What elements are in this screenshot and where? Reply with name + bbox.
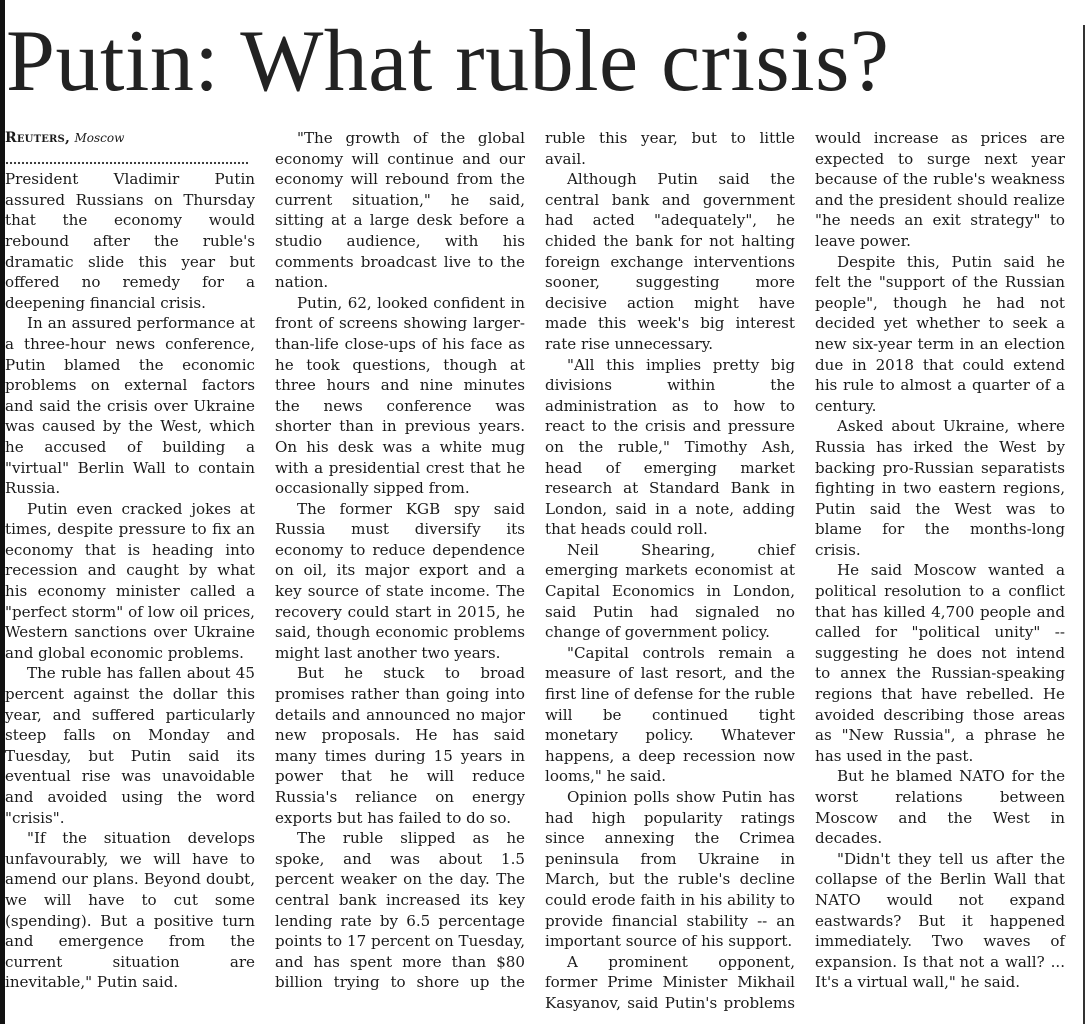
paragraph: "Didn't they tell us after the collapse of the Berlin Wall that NATO would not expand eastwards? But it happened immediately. Two waves of expansion. Is that not a wall? ... It's a virtual wall," he said. xyxy=(815,849,1065,992)
byline-location: Moscow xyxy=(74,131,125,145)
paragraph: "Capital controls remain a measure of last resort, and the first line of defense for the ruble will be continued tight monetary policy. Whatever happens, a deep recession now looms," he said. xyxy=(545,643,795,786)
paragraph: But he blamed NATO for the worst relations between Moscow and the West in decades. xyxy=(815,767,1065,848)
dotted-separator xyxy=(5,149,248,170)
paragraph: "All this implies pretty big divisions within the administration as to how to react to the crisis and pressure on the ruble," Timothy Ash, head of emerging market research at Standard Bank in London, said in a note, adding that heads could roll. xyxy=(545,355,795,539)
paragraph: The ruble slipped as he spoke, and was about 1.5 percent weaker on the day. The central bank increased its key lending rate by 6.5 percentage points to 17 percent on Tuesday, and has spent more than $80 billion trying to shore up the ruble this year, but to little avail. xyxy=(275,129,795,992)
paragraph: The ruble has fallen about 45 percent against the dollar this year, and suffered particularly steep falls on Monday and Tuesday, but Putin said its eventual rise was unavoidable and avoided using the word "crisis". xyxy=(5,664,255,827)
paragraph: Despite this, Putin said he felt the "support of the Russian people", though he had not decided yet whether to seek a new six-year term in an election due in 2018 that could extend his rule to almost a quarter of a century. xyxy=(815,252,1065,415)
paragraph: A prominent opponent, former Prime Minister Mikhail Kasyanov, said Putin's problems would increase as prices are expected to surge next year because of the ruble's weakness and the president should realize "he needs an exit strategy" to leave power. xyxy=(545,129,1065,1012)
paragraph: Putin, 62, looked confident in front of screens showing larger-than-life close-ups of his face as he took questions, though at three hours and nine minutes the news conference was shorter than in previous years. On his desk was a white mug with a presidential crest that he occasionally sipped from. xyxy=(275,293,525,498)
paragraph: In an assured performance at a three-hour news conference, Putin blamed the economic problems on external factors and said the crisis over Ukraine was caused by the West, which he accused of building a "virtual" Berlin Wall to contain Russia. xyxy=(5,314,255,498)
headline: Putin: What ruble crisis? xyxy=(6,13,890,110)
paragraph: The former KGB spy said Russia must diversify its economy to reduce dependence on oil, its major export and a key source of state income. The recovery could start in 2015, he said, though economic problems might last another two years. xyxy=(275,499,525,662)
paragraph: Neil Shearing, chief emerging markets economist at Capital Economics in London, said Putin had signaled no change of government policy. xyxy=(545,540,795,642)
byline xyxy=(5,128,255,149)
paragraph: "The growth of the global economy will continue and our economy will rebound from the current situation," he said, sitting at a large desk before a studio audience, with his comments broadcast live to the nation. xyxy=(275,129,525,292)
paragraph: Asked about Ukraine, where Russia has irked the West by backing pro-Russian separatists fighting in two eastern regions, Putin said the West was to blame for the months-long crisis. xyxy=(815,417,1065,559)
column-rule xyxy=(1083,25,1085,1024)
paragraph: Opinion polls show Putin has had high popularity ratings since annexing the Crimea peninsula from Ukraine in March, but the ruble's decline could erode faith in his ability to provide financial stability -- an important source of his support. xyxy=(545,788,795,951)
paragraph: President Vladimir Putin assured Russians on Thursday that the economy would rebound after the ruble's dramatic slide this year but offered no remedy for a deepening financial crisis. xyxy=(5,170,255,312)
paragraph: He said Moscow wanted a political resolution to a conflict that has killed 4,700 people and called for "political unity" -- suggesting he does not intend to annex the Russian-speaking regions that have rebelled. He avoided describing those areas as "New Russia", a phrase he has used in the past. xyxy=(815,561,1065,765)
paragraph: "If the situation develops unfavourably, we will have to amend our plans. Beyond doubt, we will have to cut some (spending). But a positive turn and emergence from the current situation are inevitable," Putin said. xyxy=(5,829,255,992)
paragraph: Although Putin said the central bank and government had acted "adequately", he chided the bank for not halting foreign exchange interventions sooner, suggesting more decisive action might have made this week's big interest rate rise unnecessary. xyxy=(545,170,795,353)
byline-agency: Reuters, xyxy=(5,130,71,146)
paragraph: But he stuck to broad promises rather than going into details and announced no major new proposals. He has said many times during 15 years in power that he will reduce Russia's reliance on energy exports but has failed to do so. xyxy=(275,664,525,827)
paragraph: Putin even cracked jokes at times, despite pressure to fix an economy that is heading into recession and caught by what his economy minister called a "perfect storm" of low oil prices, Western sanctions over Ukraine and global economic problems. xyxy=(5,499,255,662)
article-body xyxy=(5,128,1065,1020)
